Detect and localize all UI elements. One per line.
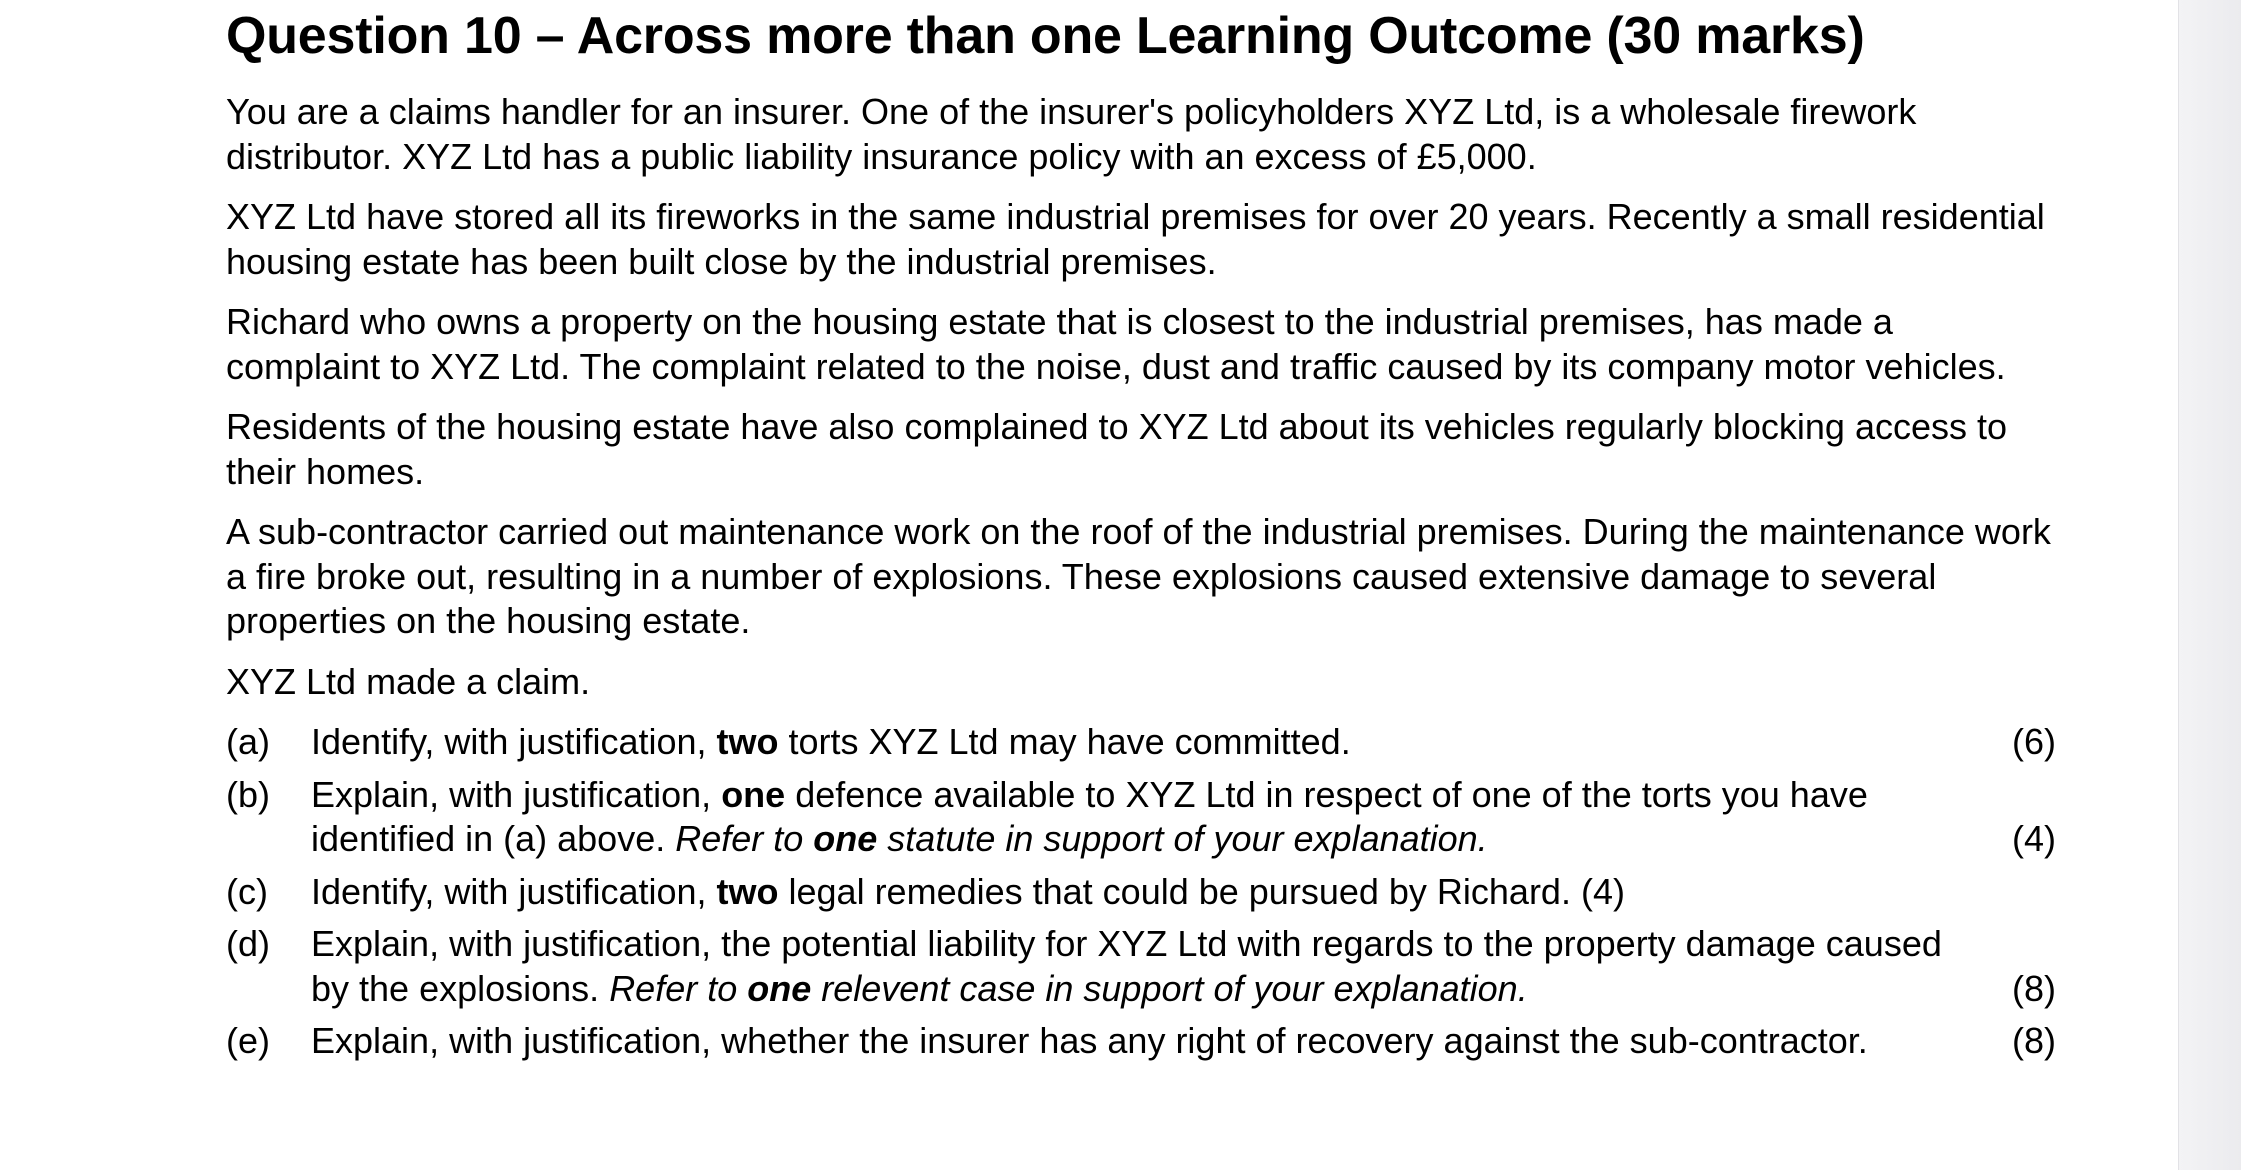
question-letter: (b) xyxy=(226,773,270,815)
marks-label: (8) xyxy=(2012,1020,2056,1061)
scenario-paragraph: XYZ Ltd made a claim. xyxy=(226,660,591,702)
scrollbar-track[interactable] xyxy=(2178,0,2241,1170)
question-list xyxy=(226,720,2056,1064)
question-item-c xyxy=(226,870,2056,915)
marks-label: (6) xyxy=(2012,721,2056,762)
scenario-paragraph: XYZ Ltd have stored all its fireworks in the same industrial premises for over 20 years. Recently a small residential housing estate has been built close by the industrial premises. xyxy=(226,196,2045,282)
question-text: Explain, with justification, one defence available to XYZ Ltd in respect of one of the torts you have identified in (a) above. Refer to one statute in support of your explanation. xyxy=(311,773,1868,859)
scenario-paragraph: A sub-contractor carried out maintenance work on the roof of the industrial premises. During the maintenance work a fire broke out, resulting in a number of explosions. These explosions caused extensive damage to several properties on the housing estate. xyxy=(226,511,2051,641)
question-letter: (a) xyxy=(226,721,270,762)
emphasis: two xyxy=(716,721,779,762)
scenario-paragraph: You are a claims handler for an insurer. One of the insurer's policyholders XYZ Ltd, is a wholesale firework distributor. XYZ Ltd has a public liability insurance policy with an excess of £5,000. xyxy=(226,91,1917,177)
question-page xyxy=(226,0,2056,1072)
question-title: Question 10 – Across more than one Learning Outcome (30 marks) xyxy=(226,7,1865,65)
instruction-italic: Refer to one statute in support of your explanation. xyxy=(675,818,1488,859)
question-item-d xyxy=(226,922,2056,1011)
question-letter: (c) xyxy=(226,870,268,912)
question-item-e xyxy=(226,1019,2056,1064)
marks-label: (4) xyxy=(2012,818,2056,859)
question-text: Identify, with justification, two legal remedies that could be pursued by Richard. (4) xyxy=(311,870,1625,912)
question-letter: (d) xyxy=(226,923,270,964)
question-text: Explain, with justification, whether the insurer has any right of recovery against the sub-contractor. xyxy=(311,1020,1868,1061)
marks-label: (8) xyxy=(2012,967,2056,1009)
scenario-text xyxy=(226,90,2056,704)
question-text: Identify, with justification, two torts XYZ Ltd may have committed. xyxy=(311,721,1351,762)
question-letter: (e) xyxy=(226,1020,270,1061)
question-item-b xyxy=(226,773,2056,862)
emphasis: one xyxy=(747,967,812,1009)
scenario-paragraph: Residents of the housing estate have also complained to XYZ Ltd about its vehicles regularly blocking access to their homes. xyxy=(226,406,2008,492)
scenario-paragraph: Richard who owns a property on the housing estate that is closest to the industrial premises, has made a complaint to XYZ Ltd. The complaint related to the noise, dust and traffic caused by its company motor vehicles. xyxy=(226,301,2006,387)
emphasis: one xyxy=(721,773,786,815)
instruction-italic: Refer to one relevent case in support of your explanation. xyxy=(609,967,1528,1009)
question-item-a xyxy=(226,720,2056,765)
emphasis: two xyxy=(716,870,779,912)
emphasis: one xyxy=(813,818,878,859)
question-text: Explain, with justification, the potential liability for XYZ Ltd with regards to the property damage caused by the explosions. Refer to one relevent case in support of your explanation. xyxy=(311,923,1942,1009)
